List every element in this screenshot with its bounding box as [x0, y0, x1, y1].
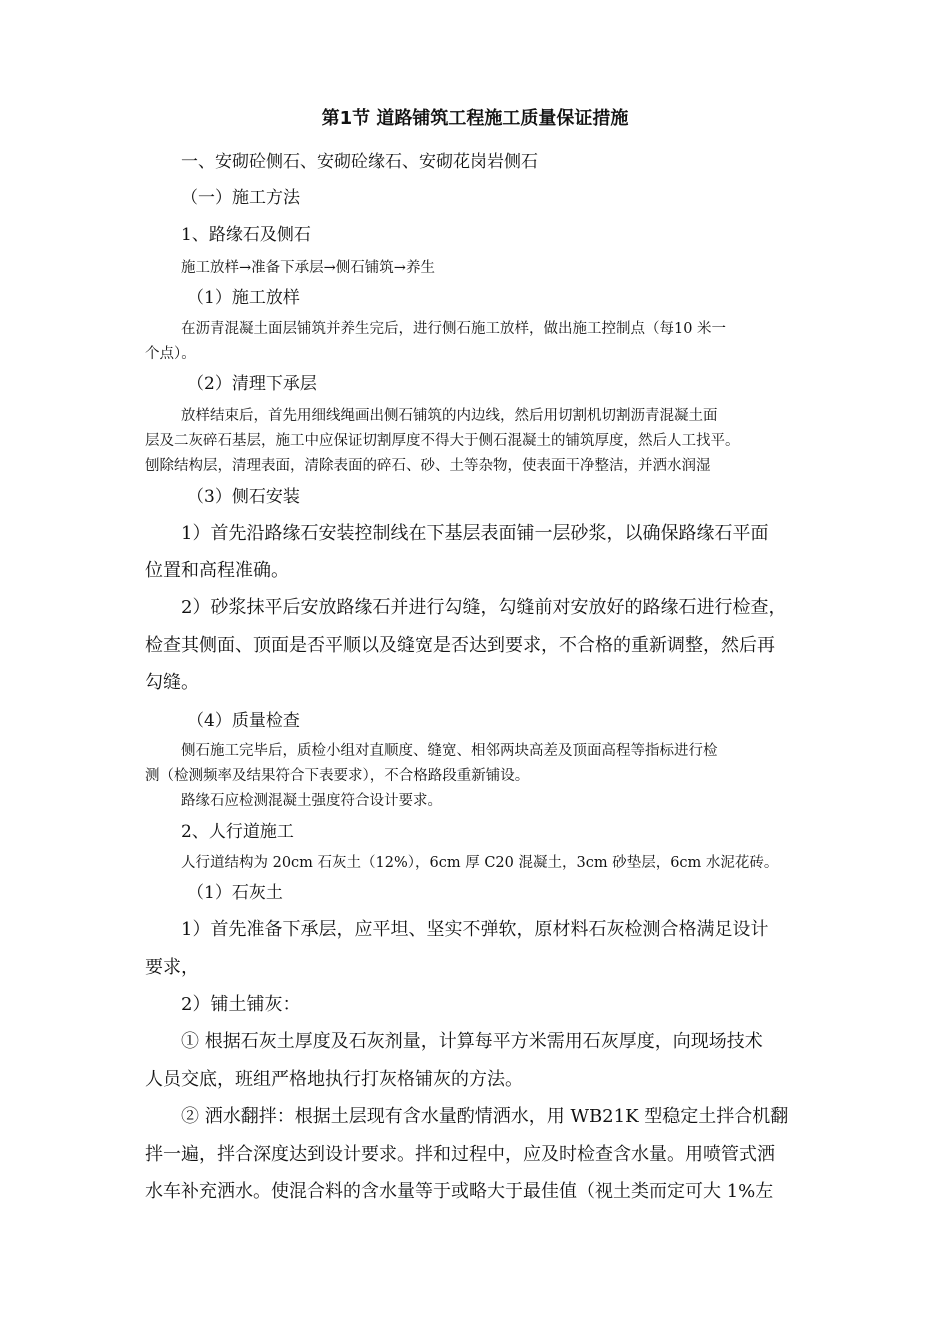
paragraph-line: ① 根据石灰土厚度及石灰剂量，计算每平方米需用石灰厚度，向现场技术 [181, 1031, 763, 1052]
heading-curb-stone: 1、路缘石及侧石 [181, 225, 311, 245]
paragraph-line: 要求， [145, 957, 199, 978]
subheading-quality-check: （4）质量检查 [187, 711, 300, 731]
paragraph-line: 2）铺土铺灰： [181, 994, 301, 1015]
paragraph-line: 放样结束后，首先用细线绳画出侧石铺筑的内边线，然后用切割机切割沥青混凝土面 [181, 408, 718, 424]
paragraph-line: 勾缝。 [145, 672, 199, 693]
paragraph-line: 检查其侧面、顶面是否平顺以及缝宽是否达到要求，不合格的重新调整，然后再 [145, 635, 775, 656]
paragraph-line: 人员交底，班组严格地执行打灰格铺灰的方法。 [145, 1069, 523, 1090]
paragraph-line: 侧石施工完毕后，质检小组对直顺度、缝宽、相邻两块高差及顶面高程等指标进行检 [181, 743, 718, 759]
paragraph-line: 水车补充洒水。使混合料的含水量等于或略大于最佳值（视土类而定可大 1%左 [145, 1181, 774, 1202]
paragraph-line: 拌一遍，拌合深度达到设计要求。拌和过程中，应及时检查含水量。用喷管式洒 [145, 1144, 775, 1165]
paragraph-line: 层及二灰碎石基层，施工中应保证切割厚度不得大于侧石混凝土的铺筑厚度，然后人工找平。 [145, 433, 740, 449]
paragraph-line: 1）首先沿路缘石安装控制线在下基层表面铺一层砂浆，以确保路缘石平面 [181, 523, 769, 544]
heading-level-1: 一、安砌砼侧石、安砌砼缘石、安砌花岗岩侧石 [181, 152, 538, 172]
section-title: 第1节 道路铺筑工程施工质量保证措施 [321, 108, 629, 129]
process-flow-text: 施工放样→准备下承层→侧石铺筑→养生 [181, 260, 435, 276]
paragraph-line: 位置和高程准确。 [145, 560, 289, 581]
paragraph-line: 在沥青混凝土面层铺筑并养生完后，进行侧石施工放样，做出施工控制点（每10 米一 [181, 321, 727, 337]
paragraph-line: 1）首先准备下承层，应平坦、坚实不弹软，原材料石灰检测合格满足设计 [181, 919, 769, 940]
subheading-clear-base: （2）清理下承层 [187, 374, 317, 394]
heading-sidewalk-construction: 2、人行道施工 [181, 822, 294, 842]
paragraph-line: 刨除结构层，清理表面，清除表面的碎石、砂、土等杂物，使表面干净整洁，并洒水润湿 [145, 458, 711, 474]
paragraph-line: 个点）。 [145, 346, 196, 362]
paragraph-line: 测（检测频率及结果符合下表要求），不合格路段重新铺设。 [145, 768, 530, 784]
subheading-side-stone-install: （3）侧石安装 [187, 487, 300, 507]
subheading-lime-soil: （1）石灰土 [187, 883, 283, 903]
paragraph-line: ② 洒水翻拌：根据土层现有含水量酌情洒水，用 WB21K 型稳定土拌合机翻 [181, 1106, 789, 1127]
heading-construction-method: （一）施工方法 [181, 188, 300, 208]
paragraph-line: 人行道结构为 20cm 石灰土（12%），6cm 厚 C20 混凝土，3cm 砂垫层，6cm 水泥花砖。 [181, 855, 779, 871]
subheading-layout: （1）施工放样 [187, 288, 300, 308]
paragraph-line: 路缘石应检测混凝土强度符合设计要求。 [181, 793, 442, 809]
paragraph-line: 2）砂浆抹平后安放路缘石并进行勾缝，勾缝前对安放好的路缘石进行检查， [181, 597, 787, 618]
